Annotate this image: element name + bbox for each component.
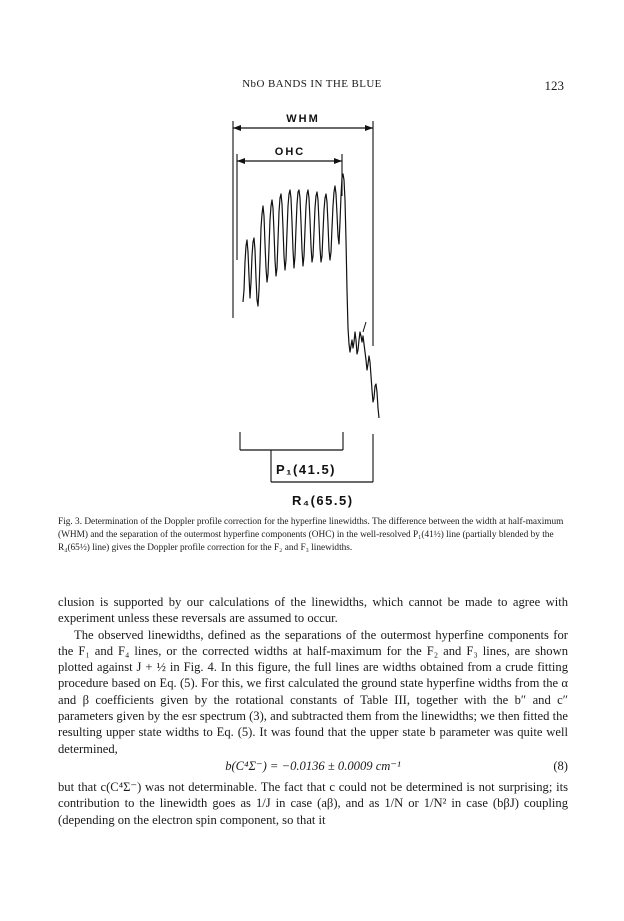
running-title: NbO BANDS IN THE BLUE (242, 78, 382, 90)
whm-arrow-right (365, 125, 373, 131)
page-number: 123 (544, 78, 564, 93)
p1-label: P₁(41.5) (276, 462, 337, 477)
figure-caption: Fig. 3. Determination of the Doppler profile correction for the hyperfine linewidths. The difference between the width at half-maximum (WHM) and the separation of the outermost hyperfine components (OHC) in the well-resolved P₁(41½) line (partially blended by the R₄(65½) line) gives the Doppler profile correction for the F₂ and F₃ linewidths. (58, 517, 564, 554)
paragraph-3: but that c(C⁴Σ⁻) was not determinable. The fact that c could not be determined is not surprising; its contribution to the linewidth goes as 1/J in case (aβ), and as 1/N or 1/N² in case (bβJ) coupling (depending on the electron spin component, so that it (58, 779, 568, 827)
ohc-arrow-right (334, 158, 342, 164)
ohc-arrow-left (237, 158, 245, 164)
whm-label: WHM (286, 113, 320, 125)
spectrum-trace (243, 174, 379, 418)
equation-text: b(C⁴Σ⁻) = −0.0136 ± 0.0009 cm⁻¹ (225, 758, 401, 773)
whm-arrow-left (233, 125, 241, 131)
paragraph-1: clusion is supported by our calculations of the linewidths, which cannot be made to agree with experiment unless these reversals are assumed to occur. (58, 595, 568, 626)
paragraph-2: The observed linewidths, defined as the separations of the outermost hyperfine components for the F₁ and F₄ lines, or the corrected widths at half-maximum for the F₂ and F₃ lines, are shown plotted against J + ½ in Fig. 4. In this figure, the full lines are widths obtained from a crude fitting procedure based on Eq. (5). For this, we first calculated the ground state hyperfine widths from the α and β coefficients given by the rotational constants of Table III, together with the b″ and c″ parameters given by the esr spectrum (3), and subtracted them from the linewidths; we then fitted the resulting upper state widths to Eq. (5). It was found that the upper state b parameter was quite well determined, (58, 627, 568, 756)
body-text (58, 594, 568, 828)
equation-number: (8) (553, 758, 568, 773)
r4-label: R₄(65.5) (292, 493, 354, 508)
trace-annotation-tick (363, 322, 366, 332)
equation-8 (58, 758, 568, 778)
ohc-label: OHC (274, 146, 306, 158)
